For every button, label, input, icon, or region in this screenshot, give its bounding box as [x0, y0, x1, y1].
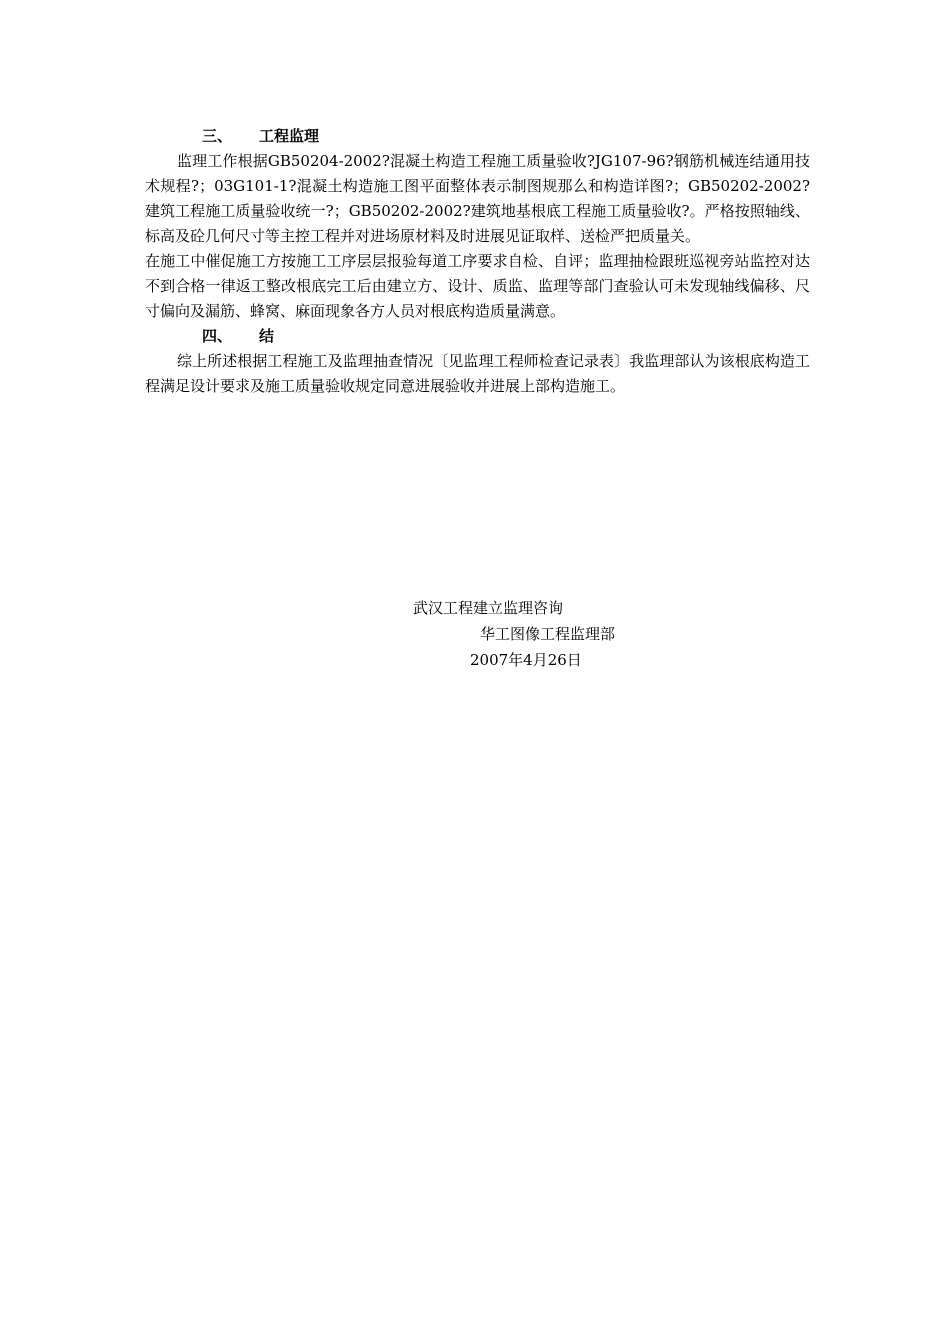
- section-title: 工程监理: [259, 127, 320, 145]
- document-body: [145, 124, 810, 399]
- section-number: 四、: [202, 327, 233, 345]
- paragraph-conclusion: 综上所述根据工程施工及监理抽查情况〔见监理工程师检查记录表〕我监理部认为该根底构造工程满足设计要求及施工质量验收规定同意进展验收并进展上部构造施工。: [145, 352, 810, 395]
- paragraph-supervision-process: 在施工中催促施工方按施工工序层层报验每道工序要求自检、自评；监理抽检跟班巡视旁站监控对达不到合格一律返工整改根底完工后由建立方、设计、质监、监理等部门查验认可未发现轴线偏移、尺寸偏向及漏筋、蜂窝、麻面现象各方人员对根底构造质量满意。: [145, 252, 810, 320]
- signature-date: 2007年4月26日: [470, 651, 582, 669]
- paragraph-supervision-basis: 监理工作根据GB50204-2002?混凝土构造工程施工质量验收?JG107-96?钢筋机械连结通用技术规程?；03G101-1?混凝土构造施工图平面整体表示制图规那么和构造详图?；GB50202-2002?建筑工程施工质量验收统一?；GB50202-2002?建筑地基根底工程施工质量验收?。严格按照轴线、标高及砼几何尺寸等主控工程并对进场原材料及时进展见证取样、送检严把质量关。: [145, 152, 810, 245]
- section-heading-4: [145, 324, 810, 349]
- section-number: 三、: [202, 127, 233, 145]
- signature-company: 武汉工程建立监理咨询: [413, 599, 564, 617]
- section-heading-3: [145, 124, 810, 149]
- section-title: 结: [259, 327, 275, 345]
- signature-department: 华工图像工程监理部: [480, 625, 616, 643]
